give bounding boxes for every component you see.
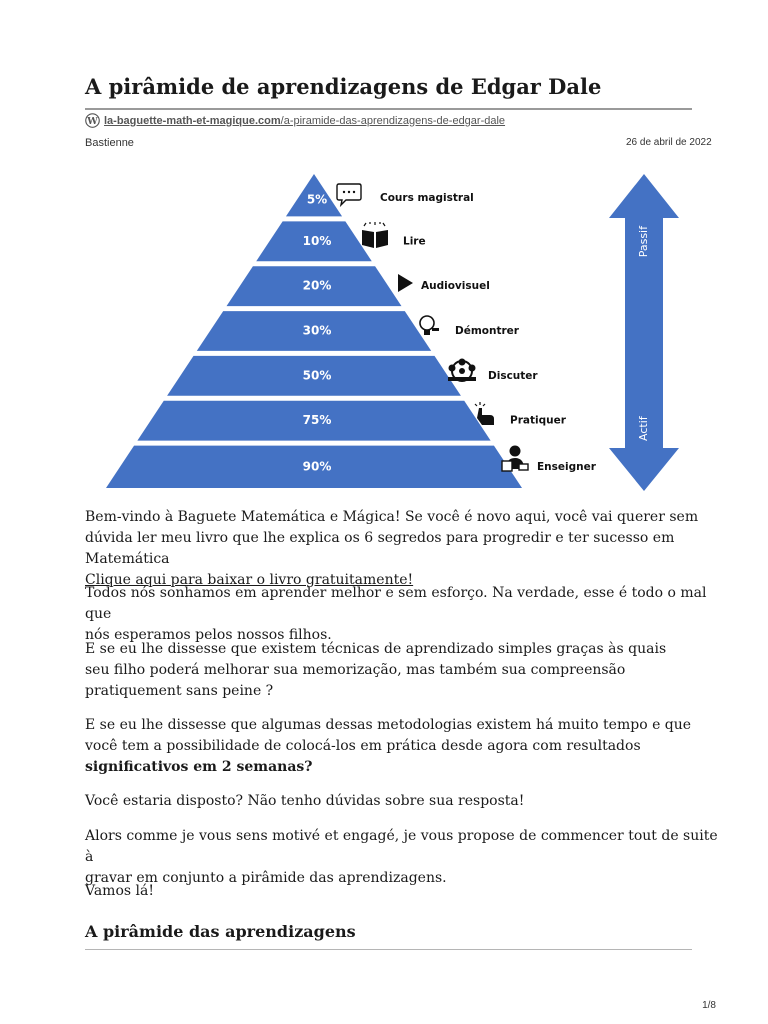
open-book-icon [362,222,388,248]
section-divider [85,949,692,950]
text-line: Bem-vindo à Baguete Matemática e Mágica! Se você é novo aqui, você vai querer sem [85,509,699,525]
download-book-link[interactable]: Clique aqui para baixar o livro gratuitamente! [85,572,414,588]
passive-active-arrow [609,174,679,491]
arrow-passive-label: Passif [637,226,650,258]
text-line: você tem a possibilidade de colocá-los em prática desde agora com resultados [85,738,641,754]
paragraph-4 [85,715,725,778]
pyramid-method-label: Pratiquer [510,414,566,427]
text-line: Alors comme je vous sens motivé et engagé, je vous propose de commencer tout de suite à [85,828,718,865]
pyramid-percent-label: 90% [302,459,332,474]
text-line: seu filho poderá melhorar sua memorização, mas também sua compreensão [85,662,626,678]
pyramid-percent-label: 30% [302,323,332,338]
source-url [85,113,505,128]
intro-paragraph [85,507,725,591]
pyramid-method-label: Lire [403,235,426,248]
text-line: gravar em conjunto a pirâmide das aprendizagens. [85,870,447,886]
text-line: Você estaria disposto? Não tenho dúvidas sobre sua resposta! [85,793,525,809]
pyramid-percent-label: 5% [306,192,328,207]
pyramid-percent-label: 20% [302,278,332,293]
title-divider [85,108,692,110]
speech-bubble-icon [337,184,361,205]
text-line: Todos nós sonhamos em aprender melhor e sem esforço. Na verdade, esse é todo o mal que [85,585,707,622]
learning-pyramid-figure [85,162,685,492]
play-icon [398,274,413,292]
text-line: pratiquement sans peine ? [85,683,274,699]
pyramid-percent-label: 50% [302,368,332,383]
author-name: Bastienne [85,137,134,149]
wordpress-icon [85,113,100,128]
page-number: 1/8 [702,1000,716,1011]
pyramid-method-label: Démontrer [455,325,519,337]
text-line: E se eu lhe dissesse que existem técnicas de aprendizado simples graças às quais [85,641,667,657]
arrow-active-label: Actif [637,416,650,441]
paragraph-6 [85,826,725,889]
pyramid-method-label: Audiovisuel [421,280,490,293]
article-title: A pirâmide de aprendizagens de Edgar Dale [85,74,602,99]
publish-date: 26 de abril de 2022 [626,137,712,148]
pyramid-percent-label: 10% [302,233,332,248]
text-line: dúvida ler meu livro que lhe explica os 6 segredos para progredir e ter sucesso em Matemática [85,530,675,567]
pyramid-method-label: Cours magistral [380,192,474,205]
text-line: Vamos lá! [85,883,154,899]
paragraph-3 [85,639,725,702]
pyramid-percent-label: 75% [302,413,332,428]
pyramid-method-label: Discuter [488,369,538,382]
text-line: nós esperamos pelos nossos filhos. [85,627,332,643]
group-discussion-icon [448,359,476,382]
source-link[interactable]: la-baguette-math-et-magique.com/a-piramide-das-aprendizagens-de-edgar-dale [104,114,506,127]
svg-text:W: W [87,115,98,127]
paragraph-2 [85,583,725,646]
text-line: E se eu lhe dissesse que algumas dessas metodologias existem há muito tempo e que [85,717,692,733]
lightbulb-icon [420,316,439,335]
paragraph-5 [85,791,725,812]
pyramid-method-label: Enseigner [537,460,596,473]
section-heading: A pirâmide das aprendizagens [85,922,356,941]
emphasis-text: significativos em 2 semanas? [85,759,313,775]
teacher-icon [502,446,528,472]
paragraph-7 [85,881,725,902]
